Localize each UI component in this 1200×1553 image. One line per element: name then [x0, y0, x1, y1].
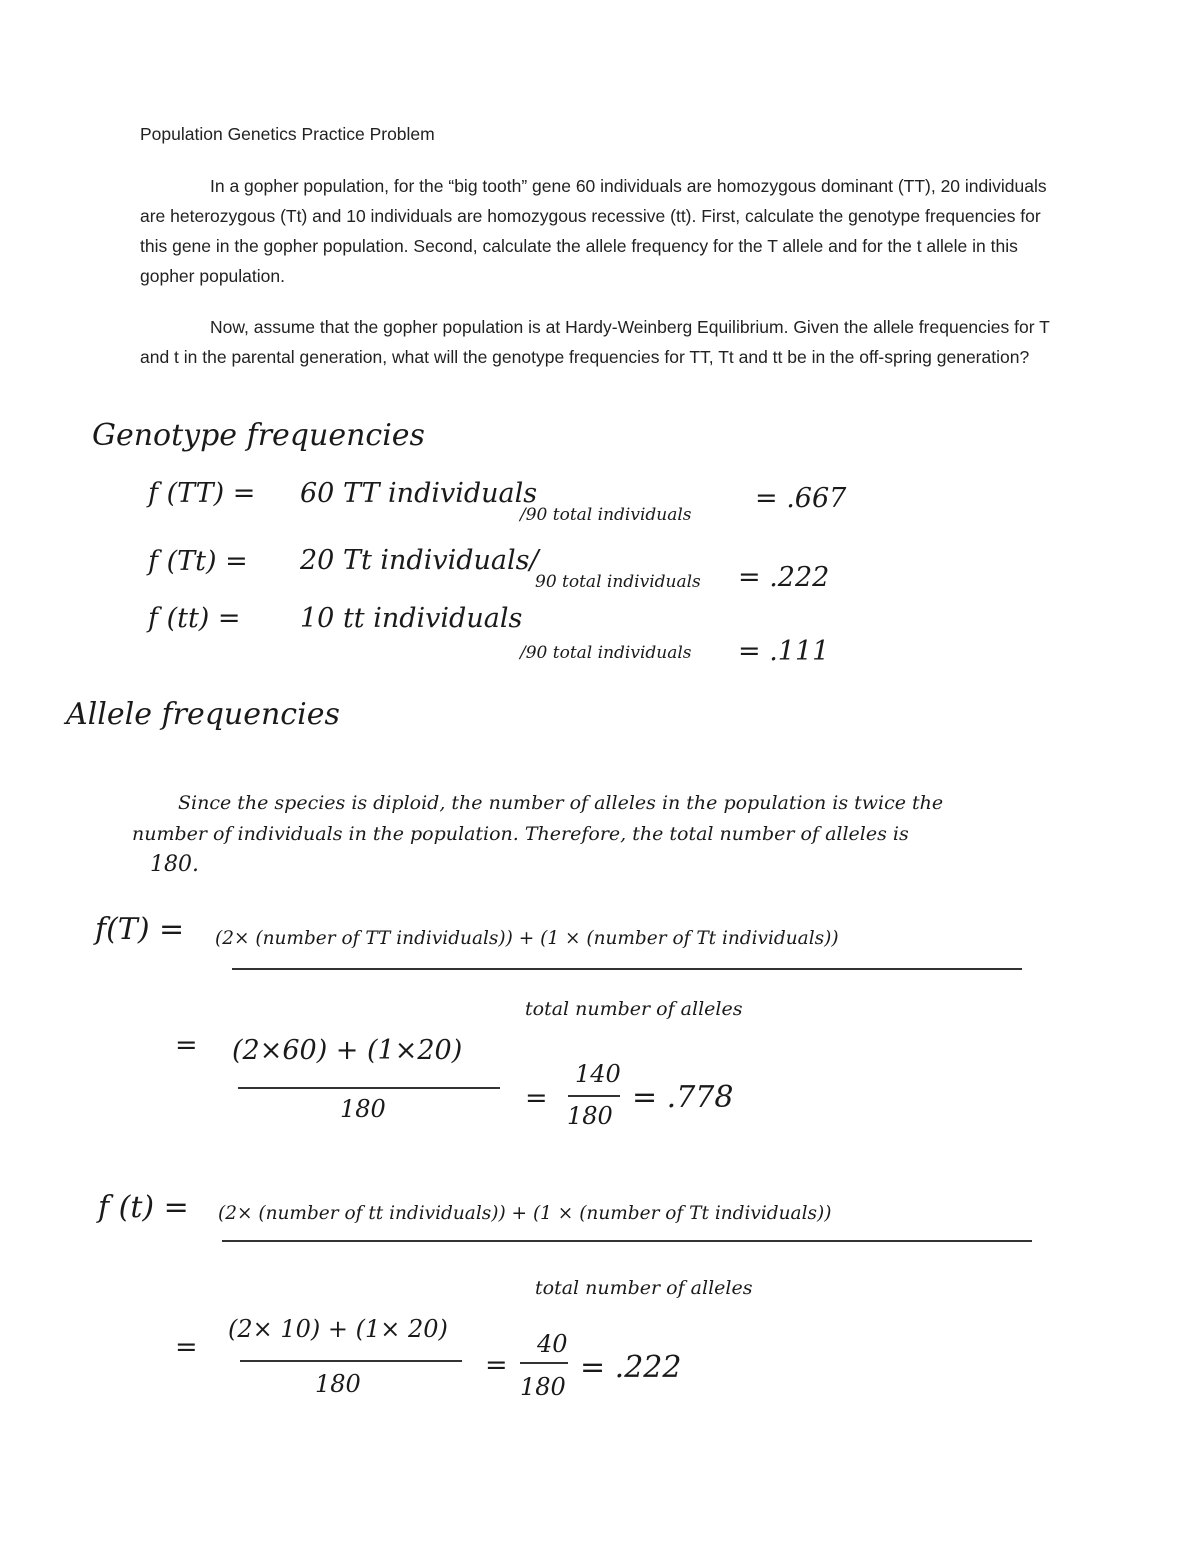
explanation-line-3: 180.	[150, 852, 199, 877]
genotype-rec-result: = .111	[738, 636, 830, 667]
fT-formula-denominator: total number of alleles	[525, 998, 743, 1020]
problem-paragraph-1: In a gopher population, for the “big tooth” gene 60 individuals are homozygous dominant (TT), 20 individuals are heterozygous (Tt) and 10 individuals are homozygous recessive (tt). First, calculate the genotype frequencies for this gene in the gopher population. Second, calculate the allele frequency for the T allele and for the t allele in this gopher population.	[140, 176, 1047, 286]
genotype-heading: Genotype frequencies	[92, 418, 425, 453]
ft-frac-bar	[520, 1362, 568, 1364]
genotype-tt-result: = .667	[755, 483, 847, 514]
genotype-het-numerator: 20 Tt individuals/	[300, 545, 539, 576]
genotype-rec-numerator: 10 tt individuals	[300, 603, 523, 634]
allele-heading: Allele frequencies	[66, 697, 340, 732]
fT-formula-fraction-bar	[232, 968, 1022, 970]
fT-eq2: =	[525, 1083, 548, 1114]
fT-calc-fraction-bar	[238, 1087, 500, 1089]
ft-formula-numerator: (2× (number of tt individuals)) + (1 × (number of Tt individuals))	[218, 1203, 832, 1224]
fT-lhs: f(T) =	[95, 912, 185, 947]
ft-calc-denominator: 180	[315, 1370, 361, 1398]
fT-result: = .778	[632, 1080, 734, 1115]
ft-calc-eq: =	[175, 1332, 198, 1363]
genotype-het-denominator: 90 total individuals	[535, 572, 701, 592]
problem-paragraph-2: Now, assume that the gopher population is at Hardy-Weinberg Equilibrium. Given the allele frequencies for T and t in the parental generation, what will the genotype frequencies for TT, Tt and tt be in the off-spring generation?	[140, 317, 1050, 367]
genotype-rec-lhs: f (tt) =	[148, 603, 241, 634]
fT-frac-numerator: 140	[575, 1060, 621, 1088]
fT-calc-denominator: 180	[340, 1095, 386, 1123]
genotype-tt-denominator: /90 total individuals	[520, 505, 692, 525]
ft-frac-numerator: 40	[537, 1330, 568, 1358]
explanation-line-2: number of individuals in the population. Therefore, the total number of alleles is	[132, 823, 909, 845]
ft-calc-fraction-bar	[240, 1360, 462, 1362]
ft-formula-denominator: total number of alleles	[535, 1277, 753, 1299]
genotype-tt-lhs: f (TT) =	[148, 478, 256, 509]
ft-eq2: =	[485, 1350, 508, 1381]
genotype-tt-numerator: 60 TT individuals	[300, 478, 538, 509]
fT-calc-eq: =	[175, 1030, 198, 1061]
fT-frac-bar	[568, 1095, 620, 1097]
genotype-rec-denominator: /90 total individuals	[520, 643, 692, 663]
ft-calc-numerator: (2× 10) + (1× 20)	[228, 1315, 448, 1343]
ft-formula-fraction-bar	[222, 1240, 1032, 1242]
problem-title: Population Genetics Practice Problem	[140, 124, 435, 144]
genotype-het-lhs: f (Tt) =	[148, 546, 248, 577]
fT-calc-numerator: (2×60) + (1×20)	[232, 1035, 463, 1066]
explanation-line-1: Since the species is diploid, the number of alleles in the population is twice the	[178, 792, 944, 814]
fT-formula-numerator: (2× (number of TT individuals)) + (1 × (number of Tt individuals))	[215, 928, 839, 949]
genotype-het-result: = .222	[738, 562, 830, 593]
fT-frac-denominator: 180	[567, 1102, 613, 1130]
ft-lhs: f (t) =	[98, 1190, 189, 1225]
ft-result: = .222	[580, 1350, 682, 1385]
ft-frac-denominator: 180	[520, 1373, 566, 1401]
